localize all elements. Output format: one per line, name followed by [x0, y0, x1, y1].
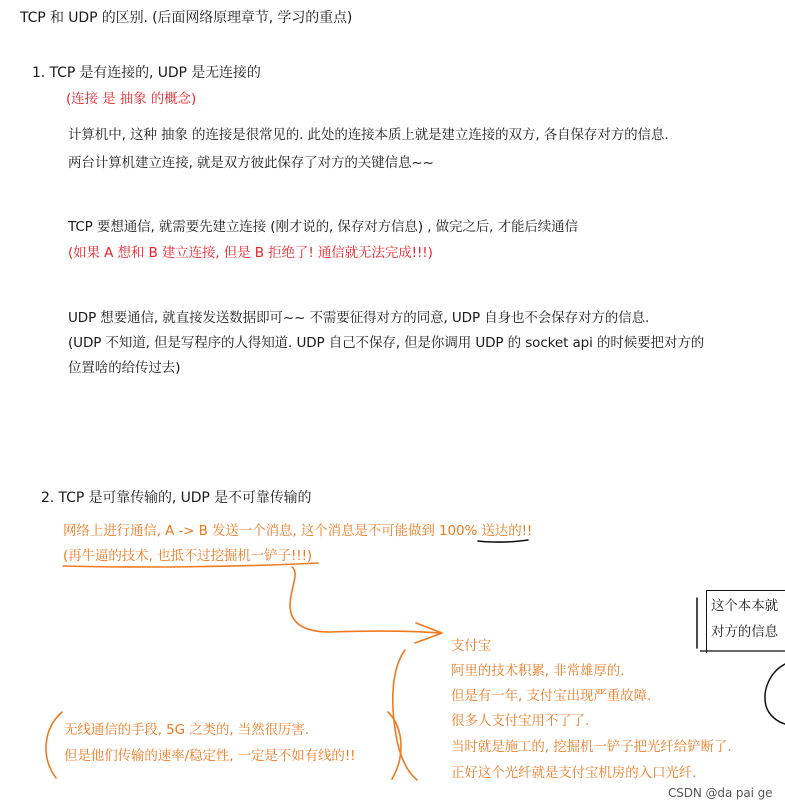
udp-text-line: (UDP 不知道, 但是写程序的人得知道. UDP 自己不保存, 但是你调用 UDP 的 socket api 的时候要把对方的: [68, 335, 705, 351]
arrow-to-alipay: [290, 567, 440, 633]
wireless-right-paren: [388, 712, 401, 779]
section2-orange-line: (再牛逼的技术, 也抵不过挖掘机一铲子!!!): [63, 548, 313, 564]
udp-text-line: 位置啥的给传过去): [68, 360, 181, 376]
alipay-line: 支付宝: [451, 638, 492, 654]
wireless-left-paren: [46, 712, 62, 778]
wireless-line: 无线通信的手段, 5G 之类的, 当然很厉害.: [64, 722, 309, 738]
section1-note: (连接 是 抽象 的概念): [66, 91, 197, 107]
section1-paragraph-line: 两台计算机建立连接, 就是双方彼此保存了对方的关键信息~~: [68, 155, 434, 171]
section1-paragraph-line: 计算机中, 这种 抽象 的连接是很常见的. 此处的连接本质上就是建立连接的双方, 各自保存对方的信息.: [68, 127, 669, 143]
tcp-note: (如果 A 想和 B 建立连接, 但是 B 拒绝了! 通信就无法完成!!!): [68, 245, 433, 261]
side-box-curve: [765, 664, 785, 724]
tcp-text: TCP 要想通信, 就需要先建立连接 (刚才说的, 保存对方信息) , 做完之后, 才能后续通信: [68, 219, 578, 235]
udp-text-line: UDP 想要通信, 就直接发送数据即可~~ 不需要征得对方的同意, UDP 自身也不会保存对方的信息.: [68, 310, 650, 326]
arrow-head: [415, 623, 442, 643]
alipay-line: 正好这个光纤就是支付宝机房的入口光纤.: [451, 765, 697, 781]
side-note-line: 对方的信息: [711, 624, 778, 640]
wireless-line: 但是他们传输的速率/稳定性, 一定是不如有线的!!: [64, 748, 356, 764]
alipay-left-bracket: [393, 650, 417, 780]
alipay-line: 很多人支付宝用不了了.: [451, 713, 590, 729]
side-note-line: 这个本本就: [711, 598, 778, 614]
section2-heading: 2. TCP 是可靠传输的, UDP 是不可靠传输的: [41, 490, 312, 506]
alipay-line: 阿里的技术积累, 非常雄厚的.: [451, 663, 625, 679]
watermark: CSDN @da pai ge: [668, 786, 773, 800]
page-title: TCP 和 UDP 的区别. (后面网络原理章节, 学习的重点): [20, 10, 353, 26]
section2-orange-line: 网络上进行通信, A -> B 发送一个消息, 这个消息是不可能做到 100% 送达的!!: [63, 523, 533, 539]
alipay-line: 当时就是施工的, 挖掘机一铲子把光纤给铲断了.: [451, 739, 732, 755]
alipay-line: 但是有一年, 支付宝出现严重故障.: [451, 688, 652, 704]
section1-heading: 1. TCP 是有连接的, UDP 是无连接的: [32, 65, 261, 81]
